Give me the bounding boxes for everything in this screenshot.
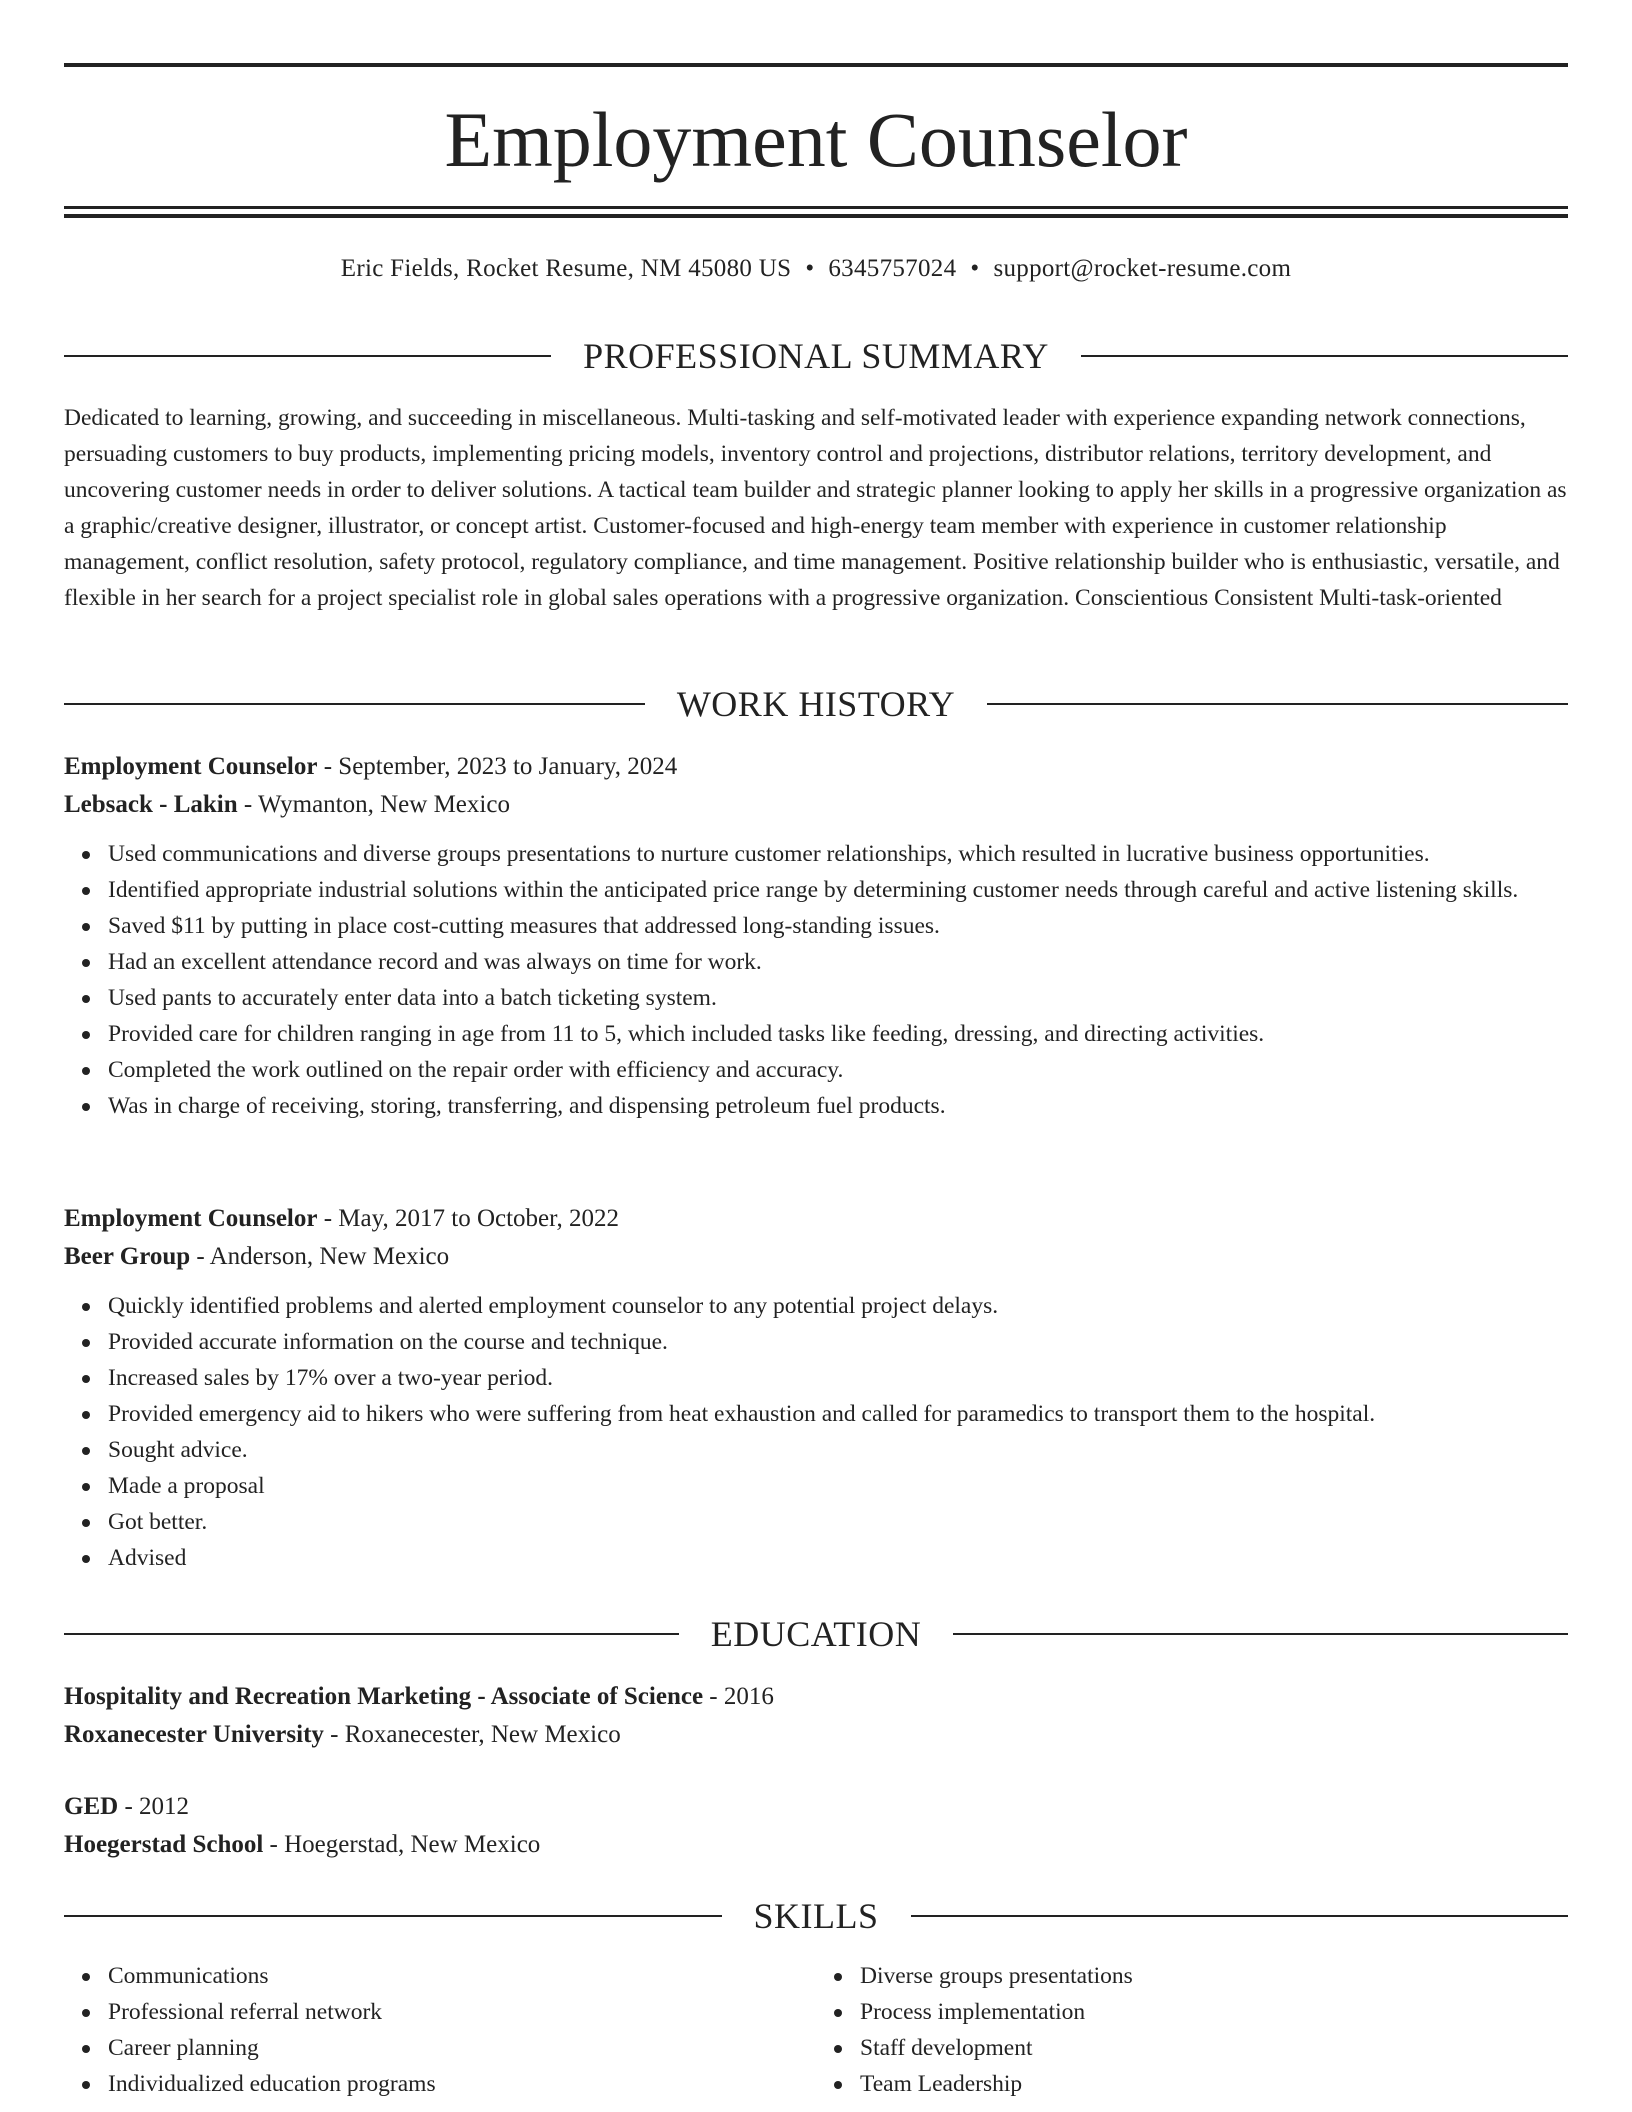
skill-item: Team Leadership xyxy=(860,2066,1568,2102)
contact-email: support@rocket-resume.com xyxy=(993,255,1292,282)
job-entry xyxy=(64,1200,1568,1576)
job-company: Beer Group xyxy=(64,1243,191,1270)
job-title: Employment Counselor xyxy=(64,753,318,780)
heading-rule xyxy=(987,703,1568,705)
heading-rule xyxy=(953,1633,1568,1635)
summary-heading-label: PROFESSIONAL SUMMARY xyxy=(583,336,1049,376)
list-item: Had an excellent attendance record and was always on time for work. xyxy=(108,944,1568,980)
page-title: Employment Counselor xyxy=(444,96,1188,183)
heading-rule xyxy=(64,1633,679,1635)
list-item: Completed the work outlined on the repair order with efficiency and accuracy. xyxy=(108,1052,1568,1088)
education-entry xyxy=(64,1678,1568,1754)
summary-text: Dedicated to learning, growing, and succeeding in miscellaneous. Multi-tasking and self-motivated leader with experience expanding network connections, persuading customers to buy products, implementing pricing models, inventory control and projections, distributor relations, territory development, and uncovering customer needs in order to deliver solutions. A tactical team builder and strategic planner looking to apply her skills in a progressive organization as a graphic/creative designer, illustrator, or concept artist. Customer-focused and high-energy team member with experience in customer relationship management, conflict resolution, safety protocol, regulatory compliance, and time management. Positive relationship builder who is enthusiastic, versatile, and flexible in her search for a project specialist role in global sales operations with a progressive organization. Conscientious Consistent Multi-task-oriented xyxy=(64,405,1567,611)
list-item: Increased sales by 17% over a two-year period. xyxy=(108,1360,1568,1396)
list-item: Sought advice. xyxy=(108,1432,1568,1468)
skill-item: Professional referral network xyxy=(108,1994,816,2030)
skill-item: Individualized education programs xyxy=(108,2066,816,2102)
education-degree: Hospitality and Recreation Marketing - Associate of Science xyxy=(64,1683,704,1710)
skill-item: Career planning xyxy=(108,2030,816,2066)
education-school: Hoegerstad School xyxy=(64,1831,264,1858)
job-company: Lebsack - Lakin xyxy=(64,791,238,818)
education-school-line xyxy=(64,1826,1568,1864)
job-location: - Anderson, New Mexico xyxy=(190,1243,450,1270)
work-history-heading-label: WORK HISTORY xyxy=(676,684,956,724)
heading-rule xyxy=(64,1915,722,1917)
job-dates: - September, 2023 to January, 2024 xyxy=(317,753,678,780)
heading-rule xyxy=(1081,355,1568,357)
top-rule xyxy=(64,63,1568,67)
contact-line xyxy=(64,252,1568,286)
job-dates: - May, 2017 to October, 2022 xyxy=(317,1205,619,1232)
skill-item: Diverse groups presentations xyxy=(860,1958,1568,1994)
education-heading xyxy=(64,1612,1568,1656)
list-item: Advised xyxy=(108,1540,1568,1576)
education-degree: GED xyxy=(64,1793,119,1820)
skills-list-left xyxy=(64,1958,816,2102)
education-degree-line xyxy=(64,1678,1568,1716)
list-item: Quickly identified problems and alerted employment counselor to any potential project delays. xyxy=(108,1288,1568,1324)
education-year: - 2012 xyxy=(118,1793,190,1820)
skill-item: Staff development xyxy=(860,2030,1568,2066)
heading-rule xyxy=(64,355,551,357)
contact-separator: • xyxy=(970,255,980,282)
list-item: Got better. xyxy=(108,1504,1568,1540)
education-entry xyxy=(64,1788,1568,1864)
title-rule-lower xyxy=(64,214,1568,218)
title-rule-upper xyxy=(64,206,1568,209)
job-company-line xyxy=(64,786,1568,824)
job-bullet-list xyxy=(64,1288,1568,1576)
education-location: - Hoegerstad, New Mexico xyxy=(263,1831,541,1858)
education-degree-line xyxy=(64,1788,1568,1826)
contact-separator: • xyxy=(805,255,815,282)
skills-columns xyxy=(64,1958,1568,2102)
contact-address: Eric Fields, Rocket Resume, NM 45080 US xyxy=(340,255,792,282)
summary-heading xyxy=(64,334,1568,378)
skills-list-right xyxy=(816,1958,1568,2102)
list-item: Provided care for children ranging in age from 11 to 5, which included tasks like feeding, dressing, and directing activities. xyxy=(108,1016,1568,1052)
list-item: Made a proposal xyxy=(108,1468,1568,1504)
heading-rule xyxy=(64,703,645,705)
work-history-heading xyxy=(64,682,1568,726)
job-entry xyxy=(64,748,1568,1124)
education-school-line xyxy=(64,1716,1568,1754)
skill-item: Process implementation xyxy=(860,1994,1568,2030)
list-item: Provided emergency aid to hikers who were suffering from heat exhaustion and called for paramedics to transport them to the hospital. xyxy=(108,1396,1568,1432)
job-title-line xyxy=(64,748,1568,786)
list-item: Provided accurate information on the course and technique. xyxy=(108,1324,1568,1360)
job-location: - Wymanton, New Mexico xyxy=(237,791,510,818)
heading-rule xyxy=(911,1915,1569,1917)
list-item: Used communications and diverse groups presentations to nurture customer relationships, which resulted in lucrative business opportunities. xyxy=(108,836,1568,872)
skills-heading-label: SKILLS xyxy=(753,1896,879,1936)
skills-heading xyxy=(64,1894,1568,1938)
job-bullet-list xyxy=(64,836,1568,1124)
list-item: Saved $11 by putting in place cost-cutting measures that addressed long-standing issues. xyxy=(108,908,1568,944)
contact-phone: 6345757024 xyxy=(828,255,957,282)
education-year: - 2016 xyxy=(703,1683,774,1710)
list-item: Used pants to accurately enter data into a batch ticketing system. xyxy=(108,980,1568,1016)
job-title-line xyxy=(64,1200,1568,1238)
skill-item: Communications xyxy=(108,1958,816,1994)
job-company-line xyxy=(64,1238,1568,1276)
list-item: Identified appropriate industrial solutions within the anticipated price range by determining customer needs through careful and active listening skills. xyxy=(108,872,1568,908)
education-school: Roxanecester University xyxy=(64,1721,324,1748)
education-location: - Roxanecester, New Mexico xyxy=(323,1721,621,1748)
education-heading-label: EDUCATION xyxy=(710,1614,922,1654)
list-item: Was in charge of receiving, storing, transferring, and dispensing petroleum fuel products. xyxy=(108,1088,1568,1124)
job-title: Employment Counselor xyxy=(64,1205,318,1232)
